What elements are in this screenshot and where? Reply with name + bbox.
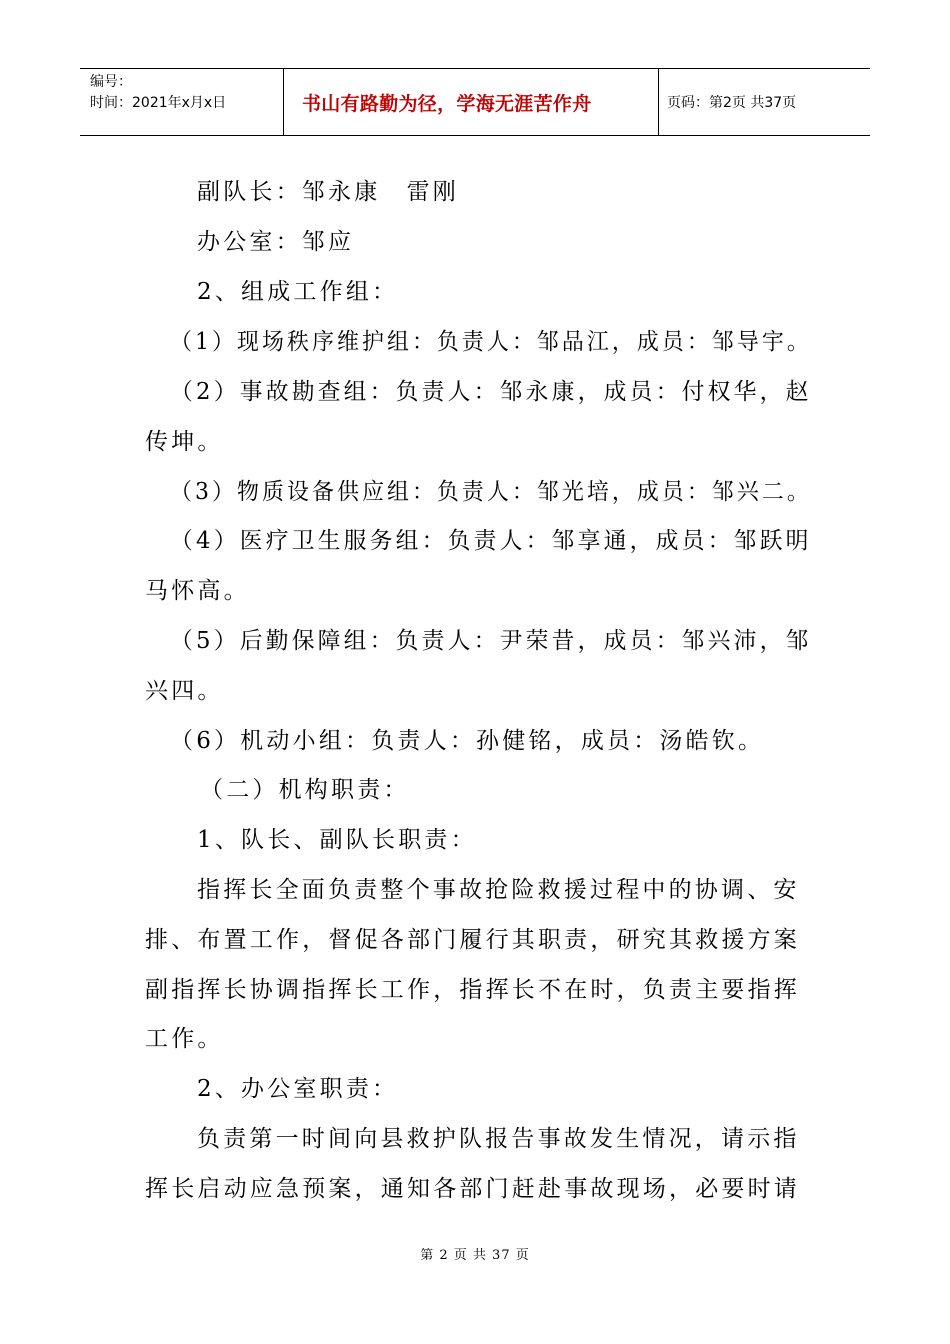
text-line: 工作。 <box>145 1026 224 1052</box>
text-line: 办公室：邹应 <box>197 229 355 255</box>
text-line: 2、组成工作组： <box>197 279 399 305</box>
text-line: （4）医疗卫生服务组：负责人：邹享通，成员：邹跃明 <box>170 528 812 554</box>
header-page-info: 页码：第2页 共37页 <box>667 95 797 111</box>
text-line: （1）现场秩序维护组：负责人：邹品江，成员：邹导宇。 <box>170 329 812 355</box>
text-line: （3）物质设备供应组：负责人：邹光培，成员：邹兴二。 <box>170 479 812 505</box>
text-line: 负责第一时间向县救护队报告事故发生情况，请示指 <box>197 1126 800 1152</box>
subsection-heading: 2、办公室职责： <box>197 1076 399 1102</box>
header-motto: 书山有路勤为径，学海无涯苦作舟 <box>283 69 659 135</box>
text-line: （2）事故勘查组：负责人：邹永康，成员：付权华，赵 <box>170 379 812 405</box>
page-header <box>80 68 870 136</box>
page-footer: 第 2 页 共 37 页 <box>420 1248 530 1263</box>
text-line: 兴四。 <box>145 678 224 704</box>
subsection-heading: 1、队长、副队长职责： <box>197 827 477 853</box>
document-number: 编号： <box>90 74 132 90</box>
document-date: 时间：2021年x月x日 <box>90 95 227 111</box>
text-line: 马怀高。 <box>145 578 250 604</box>
header-meta <box>80 69 283 135</box>
section-heading: （二）机构职责： <box>200 777 410 803</box>
text-line: （6）机动小组：负责人：孙健铭，成员：汤皓钦。 <box>170 728 765 754</box>
text-line: （5）后勤保障组：负责人：尹荣昔，成员：邹兴沛，邹 <box>170 628 812 654</box>
text-line: 指挥长全面负责整个事故抢险救援过程中的协调、安 <box>197 877 800 903</box>
text-line: 传坤。 <box>145 429 224 455</box>
text-line: 副指挥长协调指挥长工作，指挥长不在时，负责主要指挥 <box>145 977 800 1003</box>
text-line: 排、布置工作，督促各部门履行其职责，研究其救援方案 <box>145 927 800 953</box>
text-line: 副队长：邹永康 雷刚 <box>197 179 459 205</box>
text-line: 挥长启动应急预案，通知各部门赶赴事故现场，必要时请 <box>145 1176 800 1202</box>
